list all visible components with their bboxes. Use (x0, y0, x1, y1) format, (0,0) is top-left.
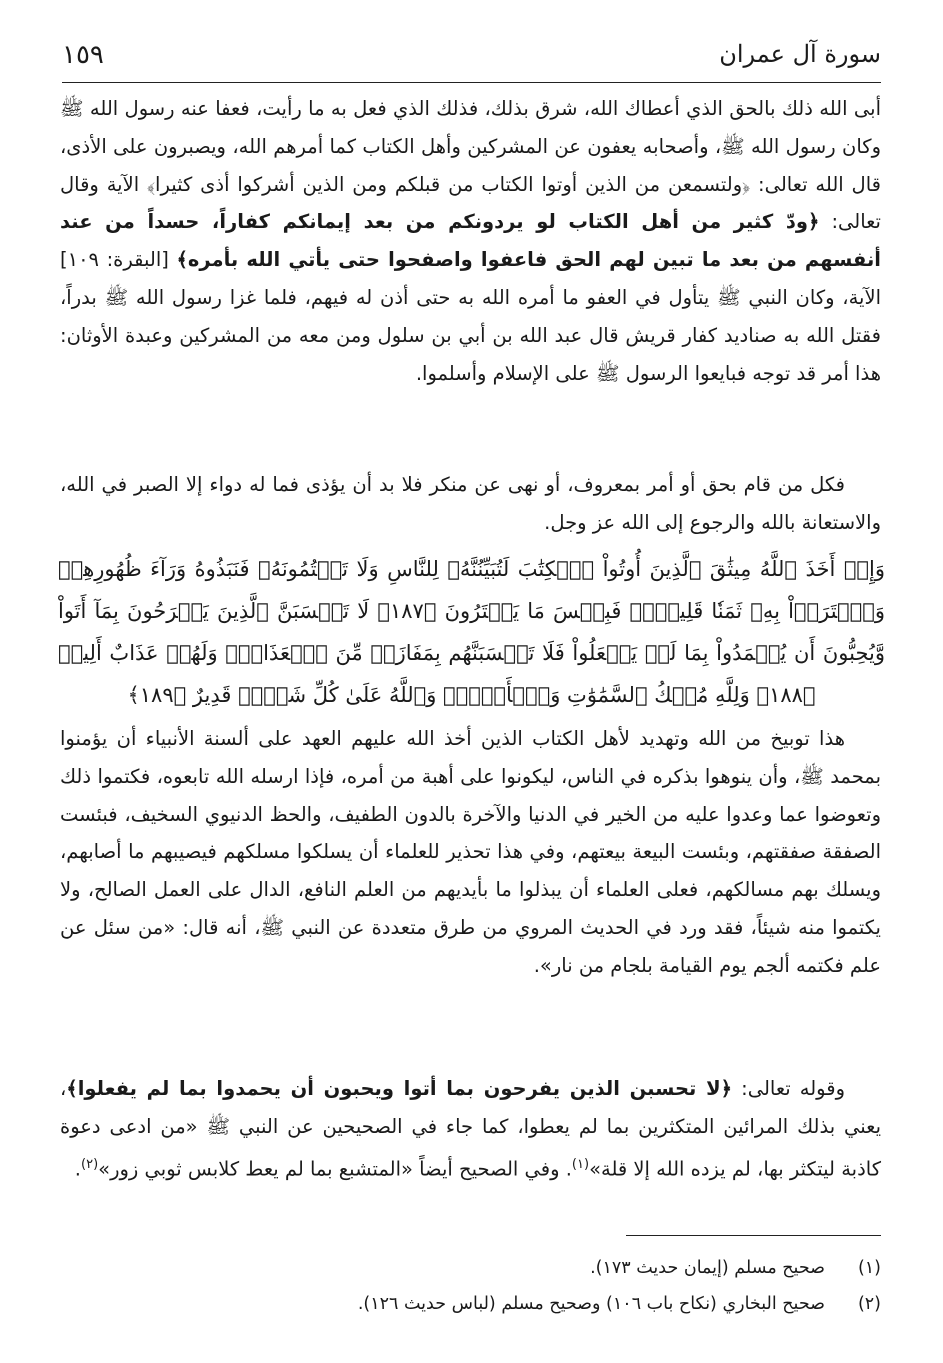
footnote-number: (١) (857, 1258, 881, 1278)
paragraph-3: هذا توبيخ من الله وتهديد لأهل الكتاب الذين أخذ الله عليهم العهد على ألسنة الأنبياء أن يؤمنوا بمحمد ﷺ، وأن ينوهوا بذكره في الناس، ليكونوا على أهبة من أمره، فإذا ارسله الله تابعوه، فكتموا ذلك وتعوضوا عما وعدوا عليه من الخير في الدنيا والآخرة بالدون الطفيف، والحظ الدنيوي السخيف، فبئست الصفقة صفقتهم، وبئست البيعة بيعتهم، وفي هذا تحذير للعلماء أن يسلكوا مسلكهم فيصيبهم ما أصابهم، ويسلك بهم مسالكهم، فعلى العلماء أن يبذلوا ما بأيديهم من العلم النافع، الدال على العمل الصالح، ولا يكتموا منه شيئاً، فقد ورد في الحديث المروي من طرق متعددة عن النبي ﷺ، أنه قال: «من سئل عن علم فكتمه ألجم يوم القيامة بلجام من نار». (60, 727, 881, 977)
quoted-verse: ﴿لا تحسبن الذين يفرحون بما أتوا ويحبون أن يحمدوا بما لم يفعلوا﴾ (66, 1077, 733, 1100)
footnote-text: صحيح البخاري (نكاح باب ١٠٦) وصحيح مسلم (لباس حديث ١٢٦). (357, 1294, 825, 1314)
footnote-item (62, 1250, 881, 1286)
paragraph-4 (60, 1070, 881, 1188)
footnote-marker-1[interactable]: (١) (571, 1156, 590, 1172)
paragraph-4-text-a: وقوله تعالى: (732, 1077, 845, 1100)
footnote-item (62, 1286, 881, 1322)
page-number: ١٥٩ (62, 40, 104, 70)
footnotes (62, 1250, 881, 1322)
footnote-divider (626, 1235, 881, 1236)
paragraph-4-text-c: ، يعني بذلك المرائين المتكثرين بما لم يعطوا، كما جاء في الصحيحين عن النبي ﷺ «من ادعى دعوة كاذبة ليتكثر بها، لم يزده الله إلا قلة» (60, 1077, 881, 1181)
footnote-text: صحيح مسلم (إيمان حديث ١٧٣). (590, 1258, 825, 1278)
footnote-number: (٢) (857, 1294, 881, 1314)
paragraph-2: فكل من قام بحق أو أمر بمعروف، أو نهى عن منكر فلا بد أن يؤذى فما له دواء إلا الصبر في الله، والاستعانة بالله والرجوع إلى الله عز وجل. (60, 473, 881, 534)
paragraph-4-text-e: . (74, 1157, 81, 1181)
quoted-verse-baqarah: ﴿ودّ كثير من أهل الكتاب لو يردونكم من بعد إيمانكم كفاراً، حسداً من عند أنفسهم من بعد ما تبين لهم الحق فاعفوا واصفحوا حتى يأتي الله بأمره﴾ (60, 210, 881, 272)
page-header (62, 34, 881, 83)
paragraph-1-text-a: أبى الله ذلك بالحق الذي أعطاك الله، شرق بذلك، فذلك الذي فعل به ما رأيت، فعفا عنه رسول الله ﷺ وكان رسول الله ﷺ، وأصحابه يعفون عن المشركين وأهل الكتاب كما أمرهم الله، ويصبرون على الأذى، قال الله تعالى: ﴿ولتسمعن من الذين أوتوا الكتاب من قبلكم ومن الذين أشركوا أذى كثيرا﴾ الآية وقال تعالى: (60, 97, 881, 234)
paragraph-1-text-c: [البقرة: ١٠٩] الآية، وكان النبي ﷺ يتأول في العفو ما أمره الله به حتى أذن له فيهم، فلما غزا رسول الله ﷺ بدراً، فقتل الله به صناديد كفار قريش قال عبد الله بن أبي بن سلول ومن معه من المشركين وعبدة الأوثان: هذا أمر قد توجه فبايعوا الرسول ﷺ على الإسلام وأسلموا. (60, 248, 881, 385)
paragraph-1 (60, 90, 881, 392)
paragraph-4-text-d: . وفي الصحيح أيضاً «المتشبع بما لم يعط كلابس ثوبي زور» (98, 1157, 572, 1181)
surah-title: سورة آل عمران (719, 40, 881, 68)
quran-verses: وَإِذۡ أَخَذَ ٱللَّهُ مِيثَٰقَ ٱلَّذِينَ أُوتُواْ ٱلۡكِتَٰبَ لَتُبَيِّنُنَّهُۥ لِلنَّاسِ وَلَا تَكۡتُمُونَهُۥ فَنَبَذُوهُ وَرَآءَ ظُهُورِهِمۡ وَٱشۡتَرَوۡاْ بِهِۦ ثَمَنٗا قَلِيلٗاۖ فَبِئۡسَ مَا يَشۡتَرُونَ ﴿١٨٧﴾ لَا تَحۡسَبَنَّ ٱلَّذِينَ يَفۡرَحُونَ بِمَآ أَتَواْ وَّيُحِبُّونَ أَن يُحۡمَدُواْ بِمَا لَمۡ يَفۡعَلُواْ فَلَا تَحۡسَبَنَّهُم بِمَفَازَةٖ مِّنَ ٱلۡعَذَابِۖ وَلَهُمۡ عَذَابٌ أَلِيمٞ ﴿١٨٨﴾ وَلِلَّهِ مُلۡكُ ٱلسَّمَٰوَٰتِ وَٱلۡأَرۡضِۗ وَٱللَّهُ عَلَىٰ كُلِّ شَيۡءٖ قَدِيرٌ ﴿١٨٩﴾ (58, 557, 886, 707)
footnote-marker-2[interactable]: (٢) (81, 1156, 99, 1172)
